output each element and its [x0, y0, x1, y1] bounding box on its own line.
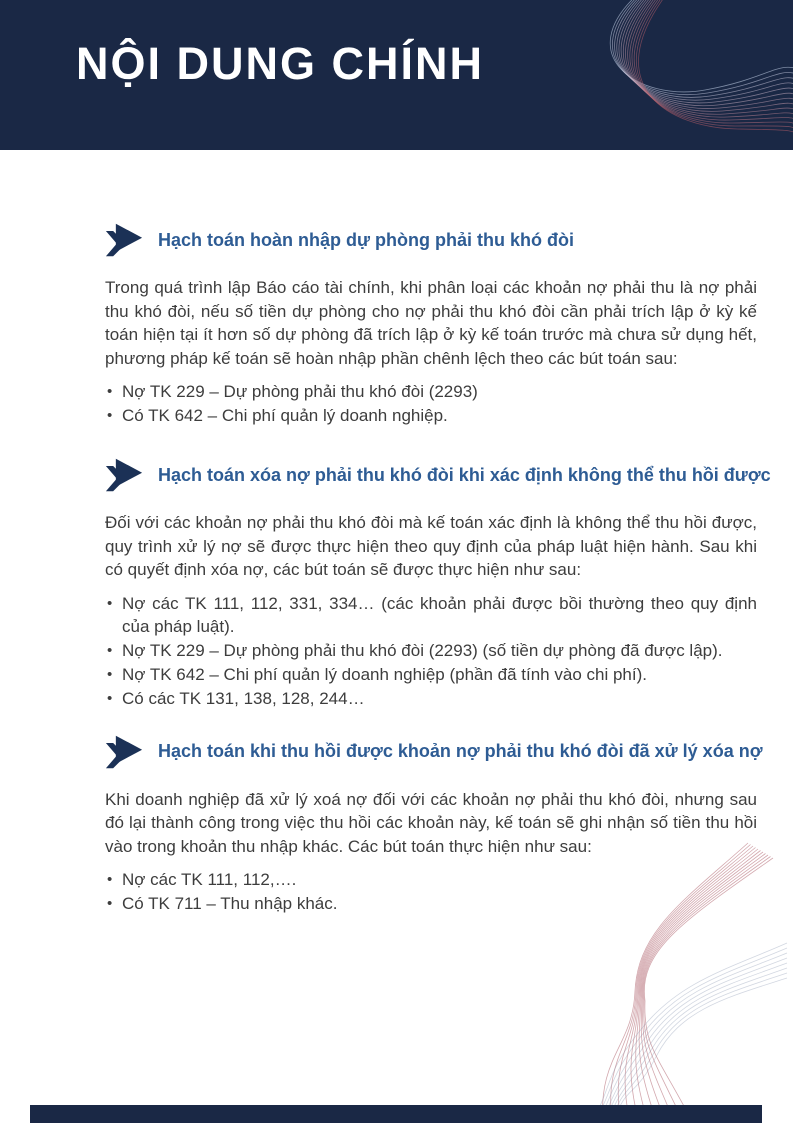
bullet-item: • Nợ TK 229 – Dự phòng phải thu khó đòi (2293) [105, 380, 757, 403]
section-write-off-bad-debt [105, 457, 771, 710]
page-title: NỘI DUNG CHÍNH [76, 38, 484, 89]
section-paragraph: Đối với các khoản nợ phải thu khó đòi mà kế toán xác định là không thể thu hồi được, quy trình xử lý nợ sẽ được thực hiện theo quy định của pháp luật hiện hành. Sau khi có quyết định xóa nợ, các bút toán sẽ được thực hiện như sau: [105, 513, 757, 579]
bullet-item: • Có TK 711 – Thu nhập khác. [105, 892, 757, 915]
section-heading: Hạch toán khi thu hồi được khoản nợ phải thu khó đòi đã xử lý xóa nợ [158, 741, 763, 761]
decorative-waves-top-icon [543, 0, 793, 150]
section-heading-row [105, 734, 763, 770]
section-heading-row [105, 457, 771, 493]
content-area [105, 150, 771, 916]
fast-forward-arrow-icon [105, 734, 143, 770]
bullet-item: • Nợ các TK 111, 112, 331, 334… (các khoản phải được bồi thường theo quy định của pháp luật). [105, 592, 757, 638]
section-heading: Hạch toán hoàn nhập dự phòng phải thu khó đòi [158, 229, 574, 250]
bullet-item: • Nợ TK 229 – Dự phòng phải thu khó đòi (2293) (số tiền dự phòng đã được lập). [105, 639, 757, 662]
section-heading-row [105, 222, 757, 258]
bullet-item: • Nợ TK 642 – Chi phí quản lý doanh nghiệp (phần đã tính vào chi phí). [105, 663, 757, 686]
decorative-waves-bottom-icon [543, 831, 793, 1123]
section-paragraph: Khi doanh nghiệp đã xử lý xoá nợ đối với các khoản nợ phải thu khó đòi, nhưng sau đó lại thành công trong việc thu hồi các khoản này, kế toán sẽ ghi nhận số tiền thu hồi vào trong khoản thu nhập khác. Các bút toán thực hiện như sau: [105, 789, 757, 856]
bullet-item: • Có TK 642 – Chi phí quản lý doanh nghiệp. [105, 404, 757, 427]
footer-bar [30, 1105, 762, 1123]
header-banner [0, 0, 793, 150]
bullet-item: • Có các TK 131, 138, 128, 244… [105, 687, 757, 710]
fast-forward-arrow-icon [105, 222, 143, 258]
section-bullet-list [105, 380, 757, 427]
section-bullet-list [105, 592, 757, 710]
section-paragraph: Trong quá trình lập Báo cáo tài chính, khi phân loại các khoản nợ phải thu là nợ phải thu khó đòi, nếu số tiền dự phòng cho nợ phải thu khó đòi cần phải trích lập ở kỳ kế toán hiện tại ít hơn số dự phòng đã trích lập ở kỳ kế toán trước mà chưa sử dụng hết, phương pháp kế toán sẽ hoàn nhập phần chênh lệch theo các bút toán sau: [105, 278, 757, 368]
section-heading: Hạch toán xóa nợ phải thu khó đòi khi xác định không thể thu hồi được [158, 464, 771, 485]
fast-forward-arrow-icon [105, 457, 143, 493]
bullet-item: • Nợ các TK 111, 112,…. [105, 868, 757, 891]
section-reversal-of-provision [105, 222, 757, 427]
